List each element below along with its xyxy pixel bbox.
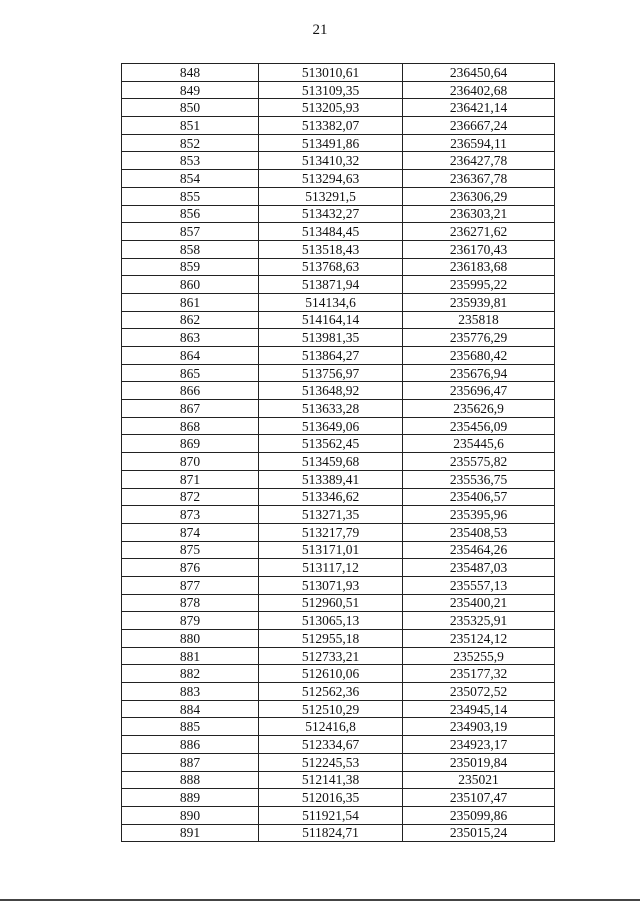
x-coordinate-cell: 513010,61 xyxy=(259,64,403,82)
point-number-cell: 868 xyxy=(122,417,259,435)
x-coordinate-cell: 513271,35 xyxy=(259,506,403,524)
table-row xyxy=(122,771,555,789)
table-row xyxy=(122,240,555,258)
y-coordinate-cell: 234903,19 xyxy=(403,718,555,736)
y-coordinate-cell: 235696,47 xyxy=(403,382,555,400)
table-row xyxy=(122,488,555,506)
y-coordinate-cell: 235325,91 xyxy=(403,612,555,630)
x-coordinate-cell: 513871,94 xyxy=(259,276,403,294)
y-coordinate-cell: 235124,12 xyxy=(403,630,555,648)
x-coordinate-cell: 513410,32 xyxy=(259,152,403,170)
table-row xyxy=(122,152,555,170)
table-row xyxy=(122,647,555,665)
y-coordinate-cell: 234945,14 xyxy=(403,700,555,718)
point-number-cell: 891 xyxy=(122,824,259,842)
y-coordinate-cell: 236450,64 xyxy=(403,64,555,82)
table-row xyxy=(122,417,555,435)
x-coordinate-cell: 513648,92 xyxy=(259,382,403,400)
x-coordinate-cell: 513432,27 xyxy=(259,205,403,223)
point-number-cell: 869 xyxy=(122,435,259,453)
coordinates-table-body xyxy=(122,64,555,842)
point-number-cell: 859 xyxy=(122,258,259,276)
x-coordinate-cell: 513864,27 xyxy=(259,347,403,365)
x-coordinate-cell: 512416,8 xyxy=(259,718,403,736)
table-row xyxy=(122,541,555,559)
point-number-cell: 865 xyxy=(122,364,259,382)
x-coordinate-cell: 513382,07 xyxy=(259,117,403,135)
point-number-cell: 890 xyxy=(122,806,259,824)
table-row xyxy=(122,64,555,82)
y-coordinate-cell: 235676,94 xyxy=(403,364,555,382)
point-number-cell: 870 xyxy=(122,453,259,471)
table-row xyxy=(122,81,555,99)
table-row xyxy=(122,329,555,347)
point-number-cell: 883 xyxy=(122,683,259,701)
y-coordinate-cell: 236367,78 xyxy=(403,170,555,188)
table-row xyxy=(122,470,555,488)
x-coordinate-cell: 513491,86 xyxy=(259,134,403,152)
y-coordinate-cell: 236306,29 xyxy=(403,187,555,205)
x-coordinate-cell: 513109,35 xyxy=(259,81,403,99)
point-number-cell: 856 xyxy=(122,205,259,223)
point-number-cell: 864 xyxy=(122,347,259,365)
y-coordinate-cell: 235015,24 xyxy=(403,824,555,842)
x-coordinate-cell: 513205,93 xyxy=(259,99,403,117)
y-coordinate-cell: 235445,6 xyxy=(403,435,555,453)
y-coordinate-cell: 234923,17 xyxy=(403,736,555,754)
point-number-cell: 852 xyxy=(122,134,259,152)
y-coordinate-cell: 235995,22 xyxy=(403,276,555,294)
point-number-cell: 886 xyxy=(122,736,259,754)
point-number-cell: 858 xyxy=(122,240,259,258)
table-row xyxy=(122,665,555,683)
y-coordinate-cell: 236183,68 xyxy=(403,258,555,276)
x-coordinate-cell: 512334,67 xyxy=(259,736,403,754)
x-coordinate-cell: 511824,71 xyxy=(259,824,403,842)
y-coordinate-cell: 235255,9 xyxy=(403,647,555,665)
x-coordinate-cell: 513518,43 xyxy=(259,240,403,258)
table-row xyxy=(122,364,555,382)
point-number-cell: 882 xyxy=(122,665,259,683)
x-coordinate-cell: 513633,28 xyxy=(259,400,403,418)
point-number-cell: 863 xyxy=(122,329,259,347)
x-coordinate-cell: 513768,63 xyxy=(259,258,403,276)
table-row xyxy=(122,576,555,594)
table-row xyxy=(122,223,555,241)
point-number-cell: 881 xyxy=(122,647,259,665)
point-number-cell: 885 xyxy=(122,718,259,736)
point-number-cell: 889 xyxy=(122,789,259,807)
x-coordinate-cell: 513117,12 xyxy=(259,559,403,577)
table-row xyxy=(122,753,555,771)
y-coordinate-cell: 236427,78 xyxy=(403,152,555,170)
y-coordinate-cell: 235408,53 xyxy=(403,523,555,541)
table-row xyxy=(122,523,555,541)
table-row xyxy=(122,99,555,117)
x-coordinate-cell: 513389,41 xyxy=(259,470,403,488)
point-number-cell: 877 xyxy=(122,576,259,594)
point-number-cell: 873 xyxy=(122,506,259,524)
point-number-cell: 861 xyxy=(122,293,259,311)
point-number-cell: 875 xyxy=(122,541,259,559)
y-coordinate-cell: 235400,21 xyxy=(403,594,555,612)
point-number-cell: 880 xyxy=(122,630,259,648)
point-number-cell: 884 xyxy=(122,700,259,718)
table-row xyxy=(122,311,555,329)
point-number-cell: 848 xyxy=(122,64,259,82)
y-coordinate-cell: 235072,52 xyxy=(403,683,555,701)
x-coordinate-cell: 513459,68 xyxy=(259,453,403,471)
table-row xyxy=(122,117,555,135)
table-row xyxy=(122,382,555,400)
point-number-cell: 876 xyxy=(122,559,259,577)
x-coordinate-cell: 513217,79 xyxy=(259,523,403,541)
y-coordinate-cell: 235557,13 xyxy=(403,576,555,594)
point-number-cell: 888 xyxy=(122,771,259,789)
point-number-cell: 855 xyxy=(122,187,259,205)
coordinates-table xyxy=(121,63,555,842)
point-number-cell: 879 xyxy=(122,612,259,630)
y-coordinate-cell: 235021 xyxy=(403,771,555,789)
table-row xyxy=(122,276,555,294)
x-coordinate-cell: 513756,97 xyxy=(259,364,403,382)
point-number-cell: 871 xyxy=(122,470,259,488)
table-row xyxy=(122,612,555,630)
y-coordinate-cell: 235939,81 xyxy=(403,293,555,311)
x-coordinate-cell: 513294,63 xyxy=(259,170,403,188)
point-number-cell: 878 xyxy=(122,594,259,612)
x-coordinate-cell: 513562,45 xyxy=(259,435,403,453)
y-coordinate-cell: 235575,82 xyxy=(403,453,555,471)
table-row xyxy=(122,170,555,188)
point-number-cell: 860 xyxy=(122,276,259,294)
point-number-cell: 853 xyxy=(122,152,259,170)
x-coordinate-cell: 513649,06 xyxy=(259,417,403,435)
x-coordinate-cell: 513171,01 xyxy=(259,541,403,559)
x-coordinate-cell: 514134,6 xyxy=(259,293,403,311)
y-coordinate-cell: 235395,96 xyxy=(403,506,555,524)
table-row xyxy=(122,347,555,365)
x-coordinate-cell: 511921,54 xyxy=(259,806,403,824)
page-bottom-border xyxy=(0,899,640,901)
point-number-cell: 887 xyxy=(122,753,259,771)
x-coordinate-cell: 513065,13 xyxy=(259,612,403,630)
point-number-cell: 849 xyxy=(122,81,259,99)
y-coordinate-cell: 235456,09 xyxy=(403,417,555,435)
point-number-cell: 851 xyxy=(122,117,259,135)
point-number-cell: 857 xyxy=(122,223,259,241)
table-row xyxy=(122,824,555,842)
table-row xyxy=(122,187,555,205)
table-row xyxy=(122,134,555,152)
table-row xyxy=(122,630,555,648)
y-coordinate-cell: 236421,14 xyxy=(403,99,555,117)
table-row xyxy=(122,594,555,612)
point-number-cell: 867 xyxy=(122,400,259,418)
y-coordinate-cell: 235536,75 xyxy=(403,470,555,488)
y-coordinate-cell: 235464,26 xyxy=(403,541,555,559)
y-coordinate-cell: 236271,62 xyxy=(403,223,555,241)
y-coordinate-cell: 236170,43 xyxy=(403,240,555,258)
table-row xyxy=(122,789,555,807)
y-coordinate-cell: 235626,9 xyxy=(403,400,555,418)
table-row xyxy=(122,559,555,577)
x-coordinate-cell: 512510,29 xyxy=(259,700,403,718)
table-row xyxy=(122,506,555,524)
y-coordinate-cell: 235406,57 xyxy=(403,488,555,506)
point-number-cell: 862 xyxy=(122,311,259,329)
x-coordinate-cell: 512141,38 xyxy=(259,771,403,789)
y-coordinate-cell: 235487,03 xyxy=(403,559,555,577)
table-row xyxy=(122,453,555,471)
y-coordinate-cell: 235680,42 xyxy=(403,347,555,365)
x-coordinate-cell: 513484,45 xyxy=(259,223,403,241)
x-coordinate-cell: 512610,06 xyxy=(259,665,403,683)
x-coordinate-cell: 512955,18 xyxy=(259,630,403,648)
x-coordinate-cell: 513291,5 xyxy=(259,187,403,205)
y-coordinate-cell: 236402,68 xyxy=(403,81,555,99)
point-number-cell: 850 xyxy=(122,99,259,117)
table-row xyxy=(122,718,555,736)
table-row xyxy=(122,806,555,824)
page-number: 21 xyxy=(312,22,328,38)
y-coordinate-cell: 236303,21 xyxy=(403,205,555,223)
x-coordinate-cell: 513981,35 xyxy=(259,329,403,347)
table-row xyxy=(122,205,555,223)
y-coordinate-cell: 235177,32 xyxy=(403,665,555,683)
x-coordinate-cell: 512016,35 xyxy=(259,789,403,807)
point-number-cell: 872 xyxy=(122,488,259,506)
y-coordinate-cell: 235776,29 xyxy=(403,329,555,347)
point-number-cell: 874 xyxy=(122,523,259,541)
y-coordinate-cell: 236667,24 xyxy=(403,117,555,135)
y-coordinate-cell: 236594,11 xyxy=(403,134,555,152)
table-row xyxy=(122,736,555,754)
point-number-cell: 866 xyxy=(122,382,259,400)
table-row xyxy=(122,683,555,701)
x-coordinate-cell: 512245,53 xyxy=(259,753,403,771)
y-coordinate-cell: 235818 xyxy=(403,311,555,329)
y-coordinate-cell: 235107,47 xyxy=(403,789,555,807)
x-coordinate-cell: 513071,93 xyxy=(259,576,403,594)
x-coordinate-cell: 512733,21 xyxy=(259,647,403,665)
table-row xyxy=(122,435,555,453)
table-row xyxy=(122,258,555,276)
x-coordinate-cell: 514164,14 xyxy=(259,311,403,329)
point-number-cell: 854 xyxy=(122,170,259,188)
table-row xyxy=(122,700,555,718)
y-coordinate-cell: 235099,86 xyxy=(403,806,555,824)
x-coordinate-cell: 513346,62 xyxy=(259,488,403,506)
table-row xyxy=(122,293,555,311)
x-coordinate-cell: 512562,36 xyxy=(259,683,403,701)
table-row xyxy=(122,400,555,418)
x-coordinate-cell: 512960,51 xyxy=(259,594,403,612)
y-coordinate-cell: 235019,84 xyxy=(403,753,555,771)
